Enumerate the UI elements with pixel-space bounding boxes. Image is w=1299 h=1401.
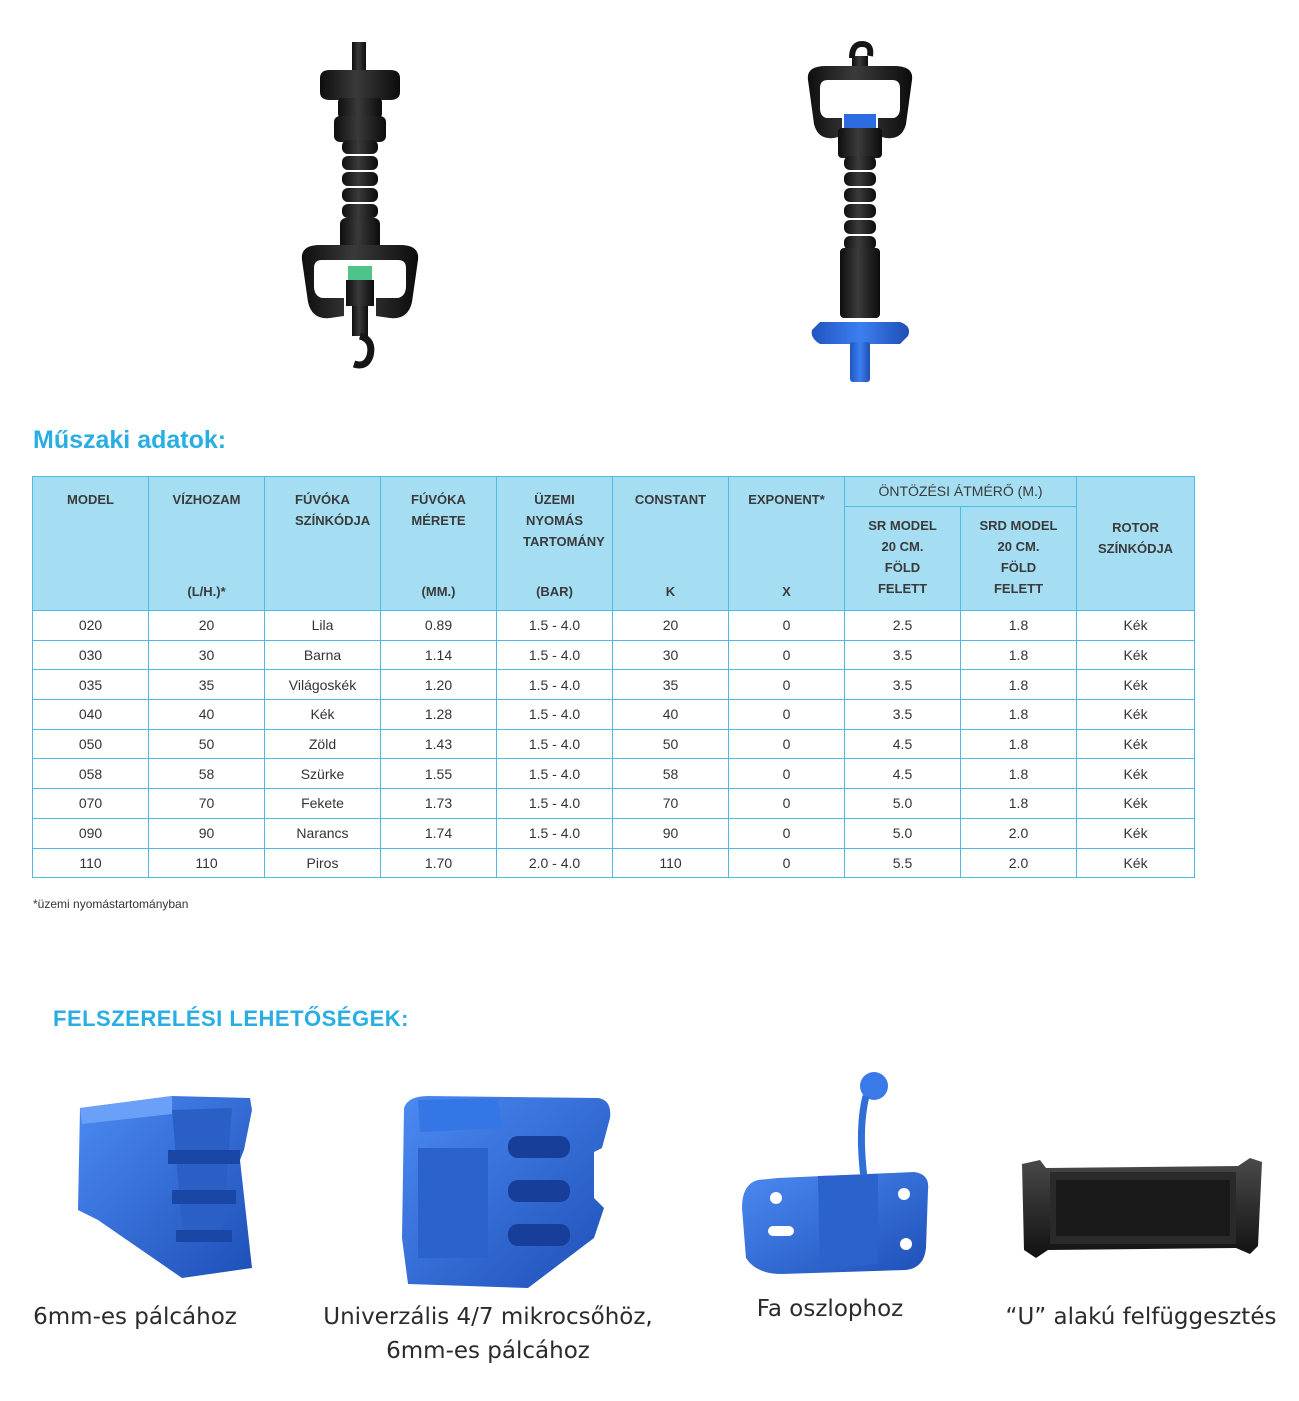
table-row (33, 818, 1195, 848)
cell-exponent: 0 (729, 848, 845, 878)
header-pressure-unit: (BAR) (536, 584, 573, 599)
cell-pressure: 2.0 - 4.0 (497, 848, 613, 878)
table-row (33, 670, 1195, 700)
cell-srd-diameter: 2.0 (961, 818, 1077, 848)
cell-model: 070 (33, 789, 149, 819)
cell-exponent: 0 (729, 789, 845, 819)
technical-data-heading: Műszaki adatok: (33, 426, 227, 454)
cell-srd-diameter: 1.8 (961, 640, 1077, 670)
cell-rotor-color: Kék (1077, 700, 1195, 730)
blue-universal-clip-icon (398, 1088, 618, 1288)
header-flow: VÍZHOZAM (L/H.)* (149, 477, 265, 611)
header-diameter-group: ÖNTÖZÉSI ÁTMÉRŐ (M.) (845, 477, 1077, 507)
cell-flow: 70 (149, 789, 265, 819)
cell-sr-diameter: 3.5 (845, 670, 961, 700)
cell-exponent: 0 (729, 700, 845, 730)
cell-rotor-color: Kék (1077, 670, 1195, 700)
table-row (33, 848, 1195, 878)
cell-pressure: 1.5 - 4.0 (497, 789, 613, 819)
cell-flow: 40 (149, 700, 265, 730)
cell-srd-diameter: 2.0 (961, 848, 1077, 878)
cell-sr-diameter: 3.5 (845, 640, 961, 670)
cell-exponent: 0 (729, 611, 845, 641)
cell-srd-diameter: 1.8 (961, 611, 1077, 641)
cell-sr-diameter: 5.0 (845, 818, 961, 848)
cell-nozzle-color: Piros (265, 848, 381, 878)
spec-table (32, 476, 1195, 878)
cell-model: 058 (33, 759, 149, 789)
cell-pressure: 1.5 - 4.0 (497, 759, 613, 789)
cell-constant: 40 (613, 700, 729, 730)
cell-rotor-color: Kék (1077, 729, 1195, 759)
header-nozzle-size: FÚVÓKA MÉRETE (MM.) (381, 477, 497, 611)
header-constant: CONSTANT K (613, 477, 729, 611)
cell-nozzle-size: 1.74 (381, 818, 497, 848)
table-row (33, 700, 1195, 730)
cell-srd-diameter: 1.8 (961, 700, 1077, 730)
cell-sr-diameter: 3.5 (845, 700, 961, 730)
cell-constant: 30 (613, 640, 729, 670)
cell-sr-diameter: 4.5 (845, 729, 961, 759)
cell-flow: 20 (149, 611, 265, 641)
header-sr-model: SR MODEL 20 CM. FÖLD FELETT (845, 507, 961, 611)
footnote: *üzemi nyomástartományban (33, 897, 189, 911)
cell-flow: 50 (149, 729, 265, 759)
accessory-caption-4: “U” alakú felfüggesztés (1005, 1304, 1277, 1330)
blue-stake-clip-icon (72, 1090, 262, 1280)
cell-nozzle-color: Fekete (265, 789, 381, 819)
cell-exponent: 0 (729, 640, 845, 670)
cell-model: 090 (33, 818, 149, 848)
cell-nozzle-size: 1.70 (381, 848, 497, 878)
cell-nozzle-color: Lila (265, 611, 381, 641)
cell-nozzle-size: 1.73 (381, 789, 497, 819)
header-rotor-color: ROTOR SZÍNKÓDJA (1077, 477, 1195, 611)
cell-rotor-color: Kék (1077, 759, 1195, 789)
cell-nozzle-size: 0.89 (381, 611, 497, 641)
cell-pressure: 1.5 - 4.0 (497, 729, 613, 759)
cell-nozzle-color: Barna (265, 640, 381, 670)
cell-sr-diameter: 5.0 (845, 789, 961, 819)
cell-model: 050 (33, 729, 149, 759)
cell-rotor-color: Kék (1077, 611, 1195, 641)
cell-rotor-color: Kék (1077, 789, 1195, 819)
cell-nozzle-color: Világoskék (265, 670, 381, 700)
cell-model: 035 (33, 670, 149, 700)
cell-constant: 35 (613, 670, 729, 700)
cell-srd-diameter: 1.8 (961, 729, 1077, 759)
cell-constant: 50 (613, 729, 729, 759)
accessory-caption-2-line-2: 6mm-es pálcához (386, 1338, 590, 1364)
cell-srd-diameter: 1.8 (961, 789, 1077, 819)
blue-wood-post-bracket-icon (738, 1068, 938, 1288)
cell-model: 020 (33, 611, 149, 641)
cell-srd-diameter: 1.8 (961, 670, 1077, 700)
header-pressure: ÜZEMI NYOMÁS TARTOMÁNY (BAR) (497, 477, 613, 611)
header-model: MODEL (33, 477, 149, 611)
table-row (33, 759, 1195, 789)
cell-flow: 110 (149, 848, 265, 878)
cell-rotor-color: Kék (1077, 640, 1195, 670)
cell-nozzle-color: Narancs (265, 818, 381, 848)
cell-srd-diameter: 1.8 (961, 759, 1077, 789)
cell-nozzle-size: 1.55 (381, 759, 497, 789)
black-u-hanger-icon (1018, 1150, 1268, 1265)
accessory-caption-1: 6mm-es pálcához (33, 1304, 237, 1330)
cell-exponent: 0 (729, 729, 845, 759)
cell-model: 040 (33, 700, 149, 730)
cell-pressure: 1.5 - 4.0 (497, 611, 613, 641)
spec-table-body (33, 611, 1195, 878)
header-nozzle-color: FÚVÓKA SZÍNKÓDJA (265, 477, 381, 611)
cell-exponent: 0 (729, 759, 845, 789)
header-constant-unit: K (665, 584, 676, 599)
header-exponent-unit: X (782, 584, 791, 599)
sprinkler-upright-icon (790, 40, 930, 385)
table-row (33, 789, 1195, 819)
header-flow-unit: (L/H.)* (187, 584, 226, 599)
cell-nozzle-size: 1.14 (381, 640, 497, 670)
cell-nozzle-color: Kék (265, 700, 381, 730)
header-exponent: EXPONENT* X (729, 477, 845, 611)
cell-constant: 20 (613, 611, 729, 641)
header-nozzle-size-unit: (MM.) (421, 584, 456, 599)
cell-sr-diameter: 5.5 (845, 848, 961, 878)
accessory-caption-2-line-1: Univerzális 4/7 mikrocsőhöz, (323, 1304, 653, 1330)
cell-model: 030 (33, 640, 149, 670)
accessory-caption-3: Fa oszlophoz (756, 1296, 904, 1322)
cell-constant: 90 (613, 818, 729, 848)
cell-nozzle-size: 1.43 (381, 729, 497, 759)
cell-rotor-color: Kék (1077, 848, 1195, 878)
cell-rotor-color: Kék (1077, 818, 1195, 848)
header-srd-model: SRD MODEL 20 CM. FÖLD FELETT (961, 507, 1077, 611)
cell-constant: 110 (613, 848, 729, 878)
sprinkler-inverted-icon (290, 40, 430, 380)
cell-pressure: 1.5 - 4.0 (497, 700, 613, 730)
cell-nozzle-color: Zöld (265, 729, 381, 759)
cell-flow: 30 (149, 640, 265, 670)
cell-model: 110 (33, 848, 149, 878)
cell-pressure: 1.5 - 4.0 (497, 640, 613, 670)
cell-flow: 35 (149, 670, 265, 700)
cell-constant: 58 (613, 759, 729, 789)
cell-flow: 90 (149, 818, 265, 848)
cell-nozzle-color: Szürke (265, 759, 381, 789)
cell-sr-diameter: 2.5 (845, 611, 961, 641)
cell-exponent: 0 (729, 818, 845, 848)
table-row (33, 640, 1195, 670)
cell-flow: 58 (149, 759, 265, 789)
cell-nozzle-size: 1.20 (381, 670, 497, 700)
cell-pressure: 1.5 - 4.0 (497, 670, 613, 700)
mounting-options-heading: FELSZERELÉSI LEHETŐSÉGEK: (53, 1006, 409, 1031)
accessory-caption-2 (318, 1300, 658, 1368)
cell-exponent: 0 (729, 670, 845, 700)
cell-constant: 70 (613, 789, 729, 819)
table-row (33, 729, 1195, 759)
cell-sr-diameter: 4.5 (845, 759, 961, 789)
table-row (33, 611, 1195, 641)
cell-pressure: 1.5 - 4.0 (497, 818, 613, 848)
cell-nozzle-size: 1.28 (381, 700, 497, 730)
